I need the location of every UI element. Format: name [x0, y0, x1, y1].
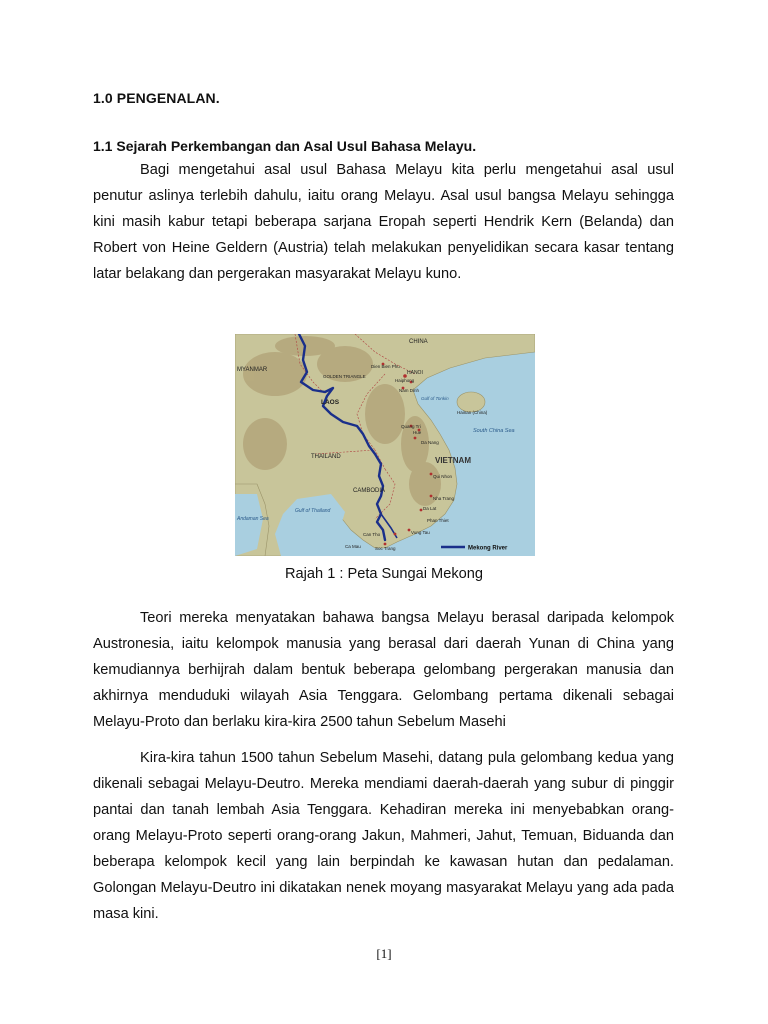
- subsection-heading: 1.1 Sejarah Perkembangan dan Asal Usul Bahasa Melayu.: [93, 138, 477, 154]
- label-haiphong: Haiphong: [395, 378, 415, 383]
- paragraph-intro: Bagi mengetahui asal usul Bahasa Melayu kita perlu mengetahui asal usul penutur aslinya terlebih dahulu, iaitu orang Melayu. Asal usul bangsa Melayu sehingga kini masih kabur tetapi beberapa sarjana Eropah seperti Hendrik Kern (Belanda) dan Robert von Heine Geldern (Austria) telah melakukan penyelidikan secara kasar tentang latar belakang dan pergerakan masyarakat Melayu kuno.: [93, 162, 674, 282]
- label-can-tho: Can Tho: [363, 532, 381, 537]
- label-vung-tau: Vung Tau: [411, 530, 430, 535]
- label-china: CHINA: [409, 339, 428, 345]
- figure-caption: Rajah 1 : Peta Sungai Mekong: [285, 566, 483, 582]
- mekong-map-figure: [235, 334, 535, 556]
- label-ca-mau: Ca Mau: [345, 544, 361, 549]
- label-da-lat: Da Lat: [423, 506, 437, 511]
- hainan-island: [457, 392, 485, 412]
- mekong-map: [235, 334, 535, 556]
- label-gulf-tonkin: Gulf of Tonkin: [421, 396, 449, 401]
- label-dien-bien-phu: Dien Bien Phu: [371, 364, 400, 369]
- label-phan-thiet: Phan Thiet: [427, 518, 449, 523]
- label-hue: Hue: [413, 430, 422, 435]
- paragraph-theory: Teori mereka menyatakan bahawa bangsa Melayu berasal daripada kelompok Austronesia, iaitu kelompok manusia yang berasal dari daerah Yunan di China yang kemudiannya berhijrah dalam bentuk beberapa gelombang pergerakan manusia dan akhirnya menduduki wilayah Asia Tenggara. Gelombang pertama dikenali sebagai Melayu-Proto dan berlaku kira-kira 2500 tahun Sebelum Masehi: [93, 610, 674, 730]
- paragraph-second-wave: Kira-kira tahun 1500 tahun Sebelum Masehi, datang pula gelombang kedua yang dikenali sebagai Melayu-Deutro. Mereka mendiami daerah-daerah yang subur di pinggir pantai dan tanah lembah Asia Tenggara. Kehadiran mereka ini menyebabkan orang-orang Melayu-Proto seperti orang-orang Jakun, Mahmeri, Jahut, Temuan, Biduanda dan beberapa kelompok kecil yang lain berpindah ke kawasan hutan dan pedalaman. Golongan Melayu-Deutro ini dikatakan nenek moyang masyarakat Melayu yang ada pada masa kini.: [93, 750, 674, 922]
- label-hanoi: HANOI: [407, 370, 423, 376]
- label-laos: LAOS: [321, 399, 340, 406]
- label-andaman-sea: Andaman Sea: [237, 516, 269, 522]
- label-soc-trang: Soc Trang: [375, 546, 396, 551]
- label-gulf-thailand: Gulf of Thailand: [295, 508, 331, 514]
- legend-label: Mekong River: [468, 545, 508, 552]
- page-number: [1]: [376, 946, 392, 961]
- label-myanmar: MYANMAR: [237, 367, 268, 373]
- section-heading: 1.0 PENGENALAN.: [93, 90, 220, 106]
- label-cambodia: CAMBODIA: [353, 488, 386, 494]
- label-golden-triangle: GOLDEN TRIANGLE: [323, 374, 366, 379]
- label-quang-tri: Quang Tri: [401, 424, 421, 429]
- label-qui-nhon: Qui Nhon: [433, 474, 453, 479]
- label-thailand: THAILAND: [311, 454, 341, 460]
- label-south-china-sea: South China Sea: [473, 428, 515, 434]
- label-da-nang: Da Nang: [421, 440, 439, 445]
- label-nha-trang: Nha Trang: [433, 496, 455, 501]
- label-nam-dinh: Nam Dinh: [399, 388, 420, 393]
- label-hainan: Hainan (China): [457, 410, 488, 415]
- label-vietnam: VIETNAM: [435, 456, 471, 465]
